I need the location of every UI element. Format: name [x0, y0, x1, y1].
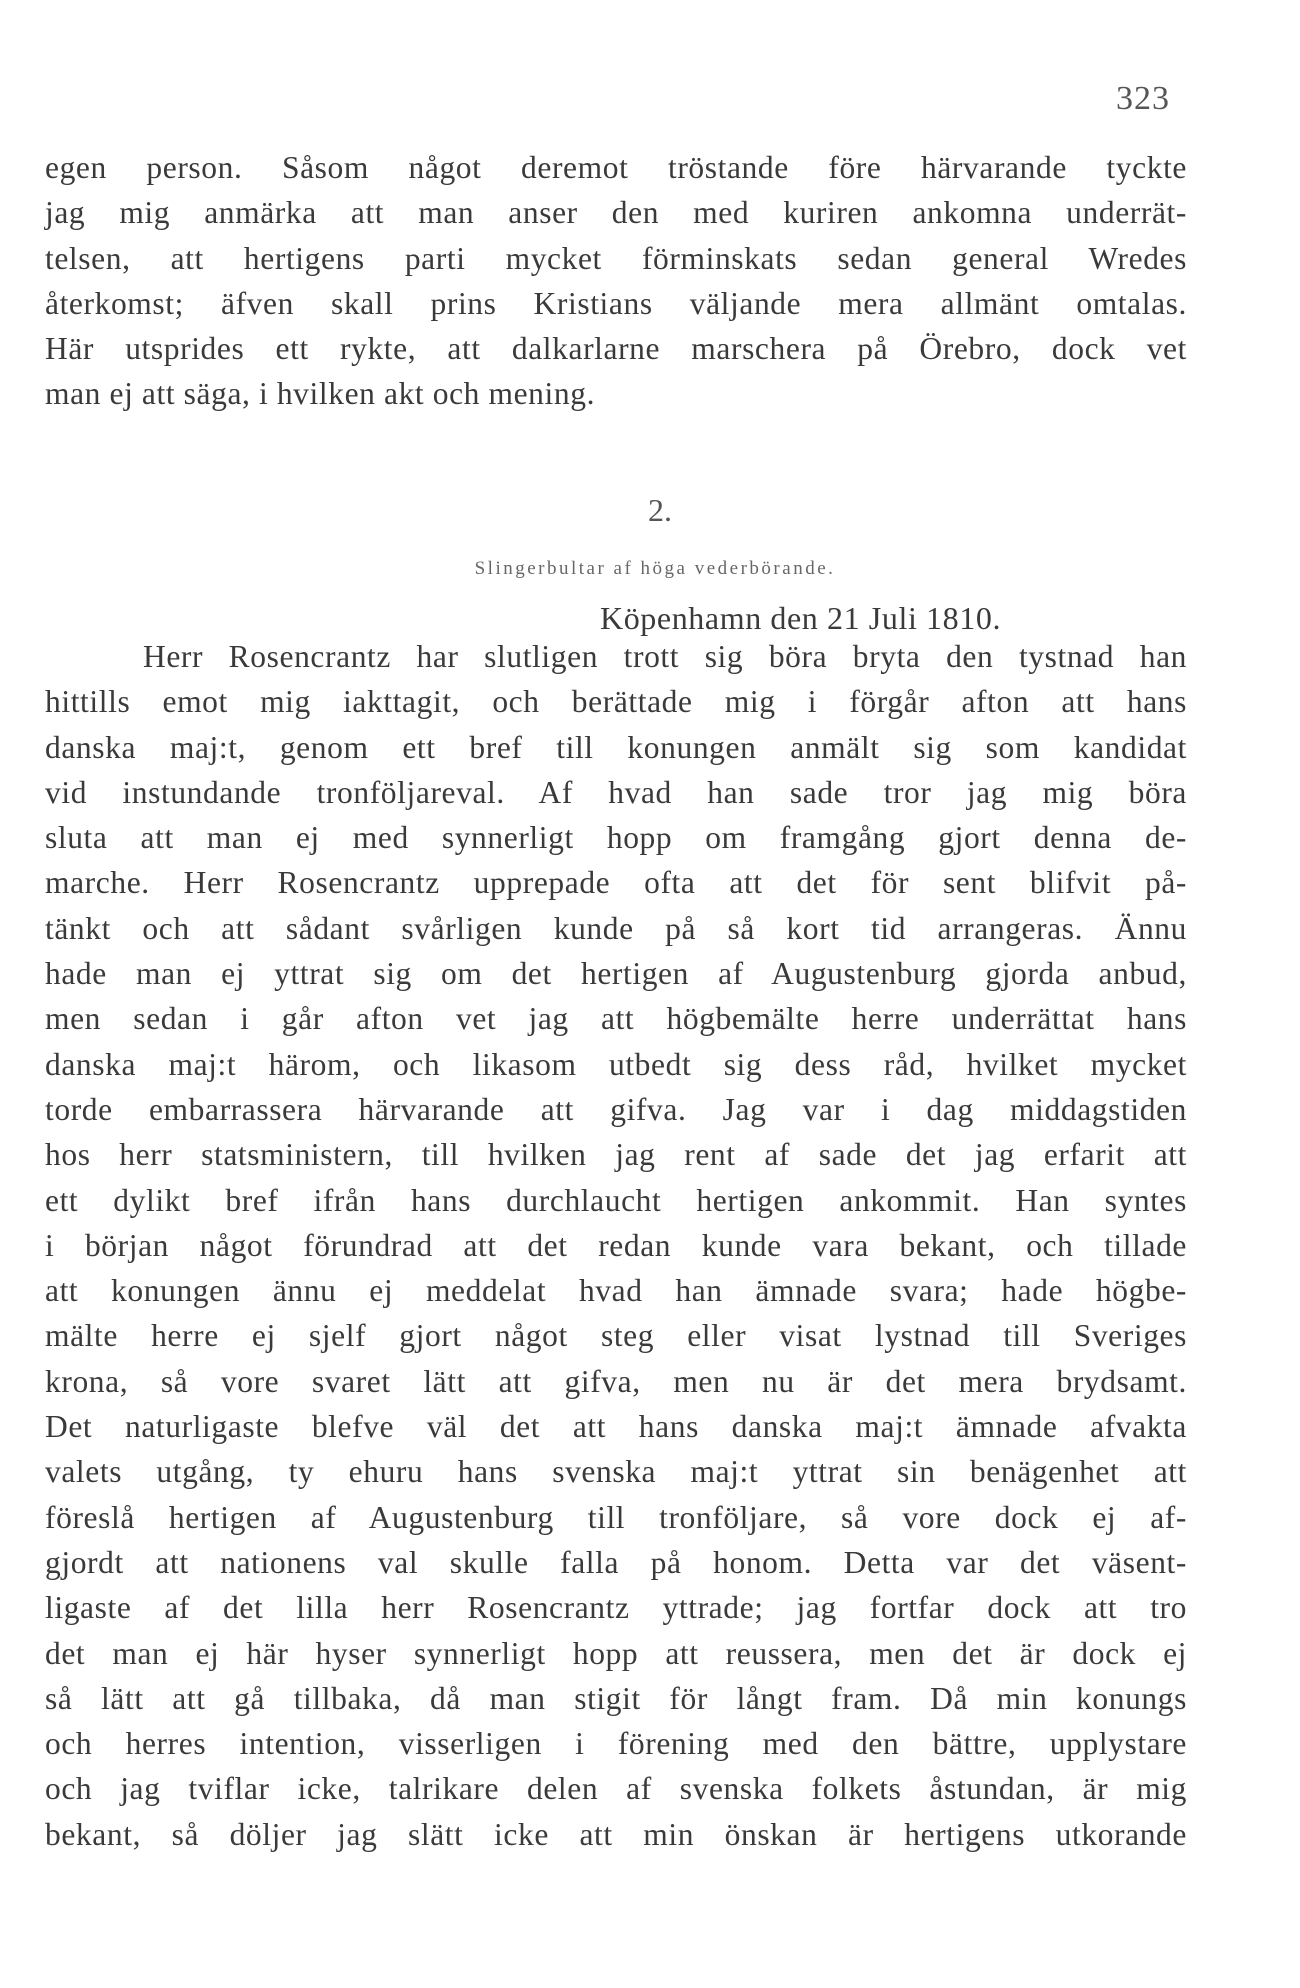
- text-line: telsen, att hertigens parti mycket förminskats sedan general Wredes: [45, 240, 1187, 276]
- text-line: Det naturligaste blefve väl det att hans danska maj:t ämnade afvakta: [45, 1409, 1187, 1445]
- page-number: 323: [1116, 80, 1170, 117]
- text-line: krona, så vore svaret lätt att gifva, men nu är det mera brydsamt.: [45, 1363, 1187, 1399]
- text-line: bekant, så döljer jag slätt icke att min önskan är hertigens utkorande: [45, 1816, 1187, 1852]
- text-line: i början något förundrad att det redan kunde vara bekant, och tillade: [45, 1227, 1187, 1263]
- text-line: Herr Rosencrantz har slutligen trott sig böra bryta den tystnad han: [143, 639, 1187, 674]
- text-line: jag mig anmärka att man anser den med kuriren ankomna underrät-: [45, 195, 1187, 231]
- text-line: mälte herre ej sjelf gjort något steg eller visat lystnad till Sveriges: [45, 1318, 1187, 1354]
- text-line: ett dylikt bref ifrån hans durchlaucht hertigen ankommit. Han syntes: [45, 1182, 1187, 1218]
- text-line: valets utgång, ty ehuru hans svenska maj:t yttrat sin benägenhet att: [45, 1454, 1187, 1490]
- body-paragraph: [45, 634, 1187, 1857]
- text-line: att konungen ännu ej meddelat hvad han ämnade svara; hade högbe-: [45, 1273, 1187, 1309]
- text-line: föreslå hertigen af Augustenburg till tronföljare, så vore dock ej af-: [45, 1499, 1187, 1535]
- text-line: hos herr statsministern, till hvilken jag rent af sade det jag erfarit att: [45, 1137, 1187, 1173]
- section-title: Slingerbultar af höga vederbörande.: [474, 558, 836, 579]
- text-line: men sedan i går afton vet jag att högbemälte herre underrättat hans: [45, 1001, 1187, 1037]
- text-line: egen person. Såsom något deremot tröstande före härvarande tyckte: [45, 150, 1187, 185]
- text-line: gjordt att nationens val skulle falla på honom. Detta var det väsent-: [45, 1544, 1187, 1580]
- dateline: Köpenhamn den 21 Juli 1810.: [600, 600, 1002, 636]
- text-line: danska maj:t härom, och likasom utbedt sig dess råd, hvilket mycket: [45, 1046, 1187, 1082]
- text-line: ligaste af det lilla herr Rosencrantz yttrade; jag fortfar dock att tro: [45, 1590, 1187, 1626]
- text-line: danska maj:t, genom ett bref till konungen anmält sig som kandidat: [45, 729, 1187, 765]
- text-line: hade man ej yttrat sig om det hertigen af Augustenburg gjorda anbud,: [45, 956, 1187, 992]
- intro-paragraph: [45, 145, 1187, 417]
- text-line: så lätt att gå tillbaka, då man stigit för långt fram. Då min konungs: [45, 1680, 1187, 1716]
- text-line: återkomst; äfven skall prins Kristians väljande mera allmänt omtalas.: [45, 285, 1187, 321]
- text-line: det man ej här hyser synnerligt hopp att reussera, men det är dock ej: [45, 1635, 1187, 1671]
- text-line: man ej att säga, i hvilken akt och mening.: [45, 376, 596, 412]
- text-line: tänkt och att sådant svårligen kunde på så kort tid arrangeras. Ännu: [45, 910, 1187, 946]
- text-line: sluta att man ej med synnerligt hopp om framgång gjort denna de-: [45, 820, 1187, 856]
- text-line: och herres intention, visserligen i förening med den bättre, upplystare: [45, 1726, 1187, 1762]
- section-number: 2.: [648, 492, 672, 528]
- text-line: vid instundande tronföljareval. Af hvad han sade tror jag mig böra: [45, 774, 1187, 810]
- text-line: hittills emot mig iakttagit, och berättade mig i förgår afton att hans: [45, 684, 1187, 720]
- text-line: marche. Herr Rosencrantz upprepade ofta att det för sent blifvit på-: [45, 865, 1187, 901]
- text-line: och jag tviflar icke, talrikare delen af svenska folkets åstundan, är mig: [45, 1771, 1187, 1807]
- text-line: Här utsprides ett rykte, att dalkarlarne marschera på Örebro, dock vet: [45, 331, 1187, 367]
- text-line: torde embarrassera härvarande att gifva. Jag var i dag middagstiden: [45, 1091, 1187, 1127]
